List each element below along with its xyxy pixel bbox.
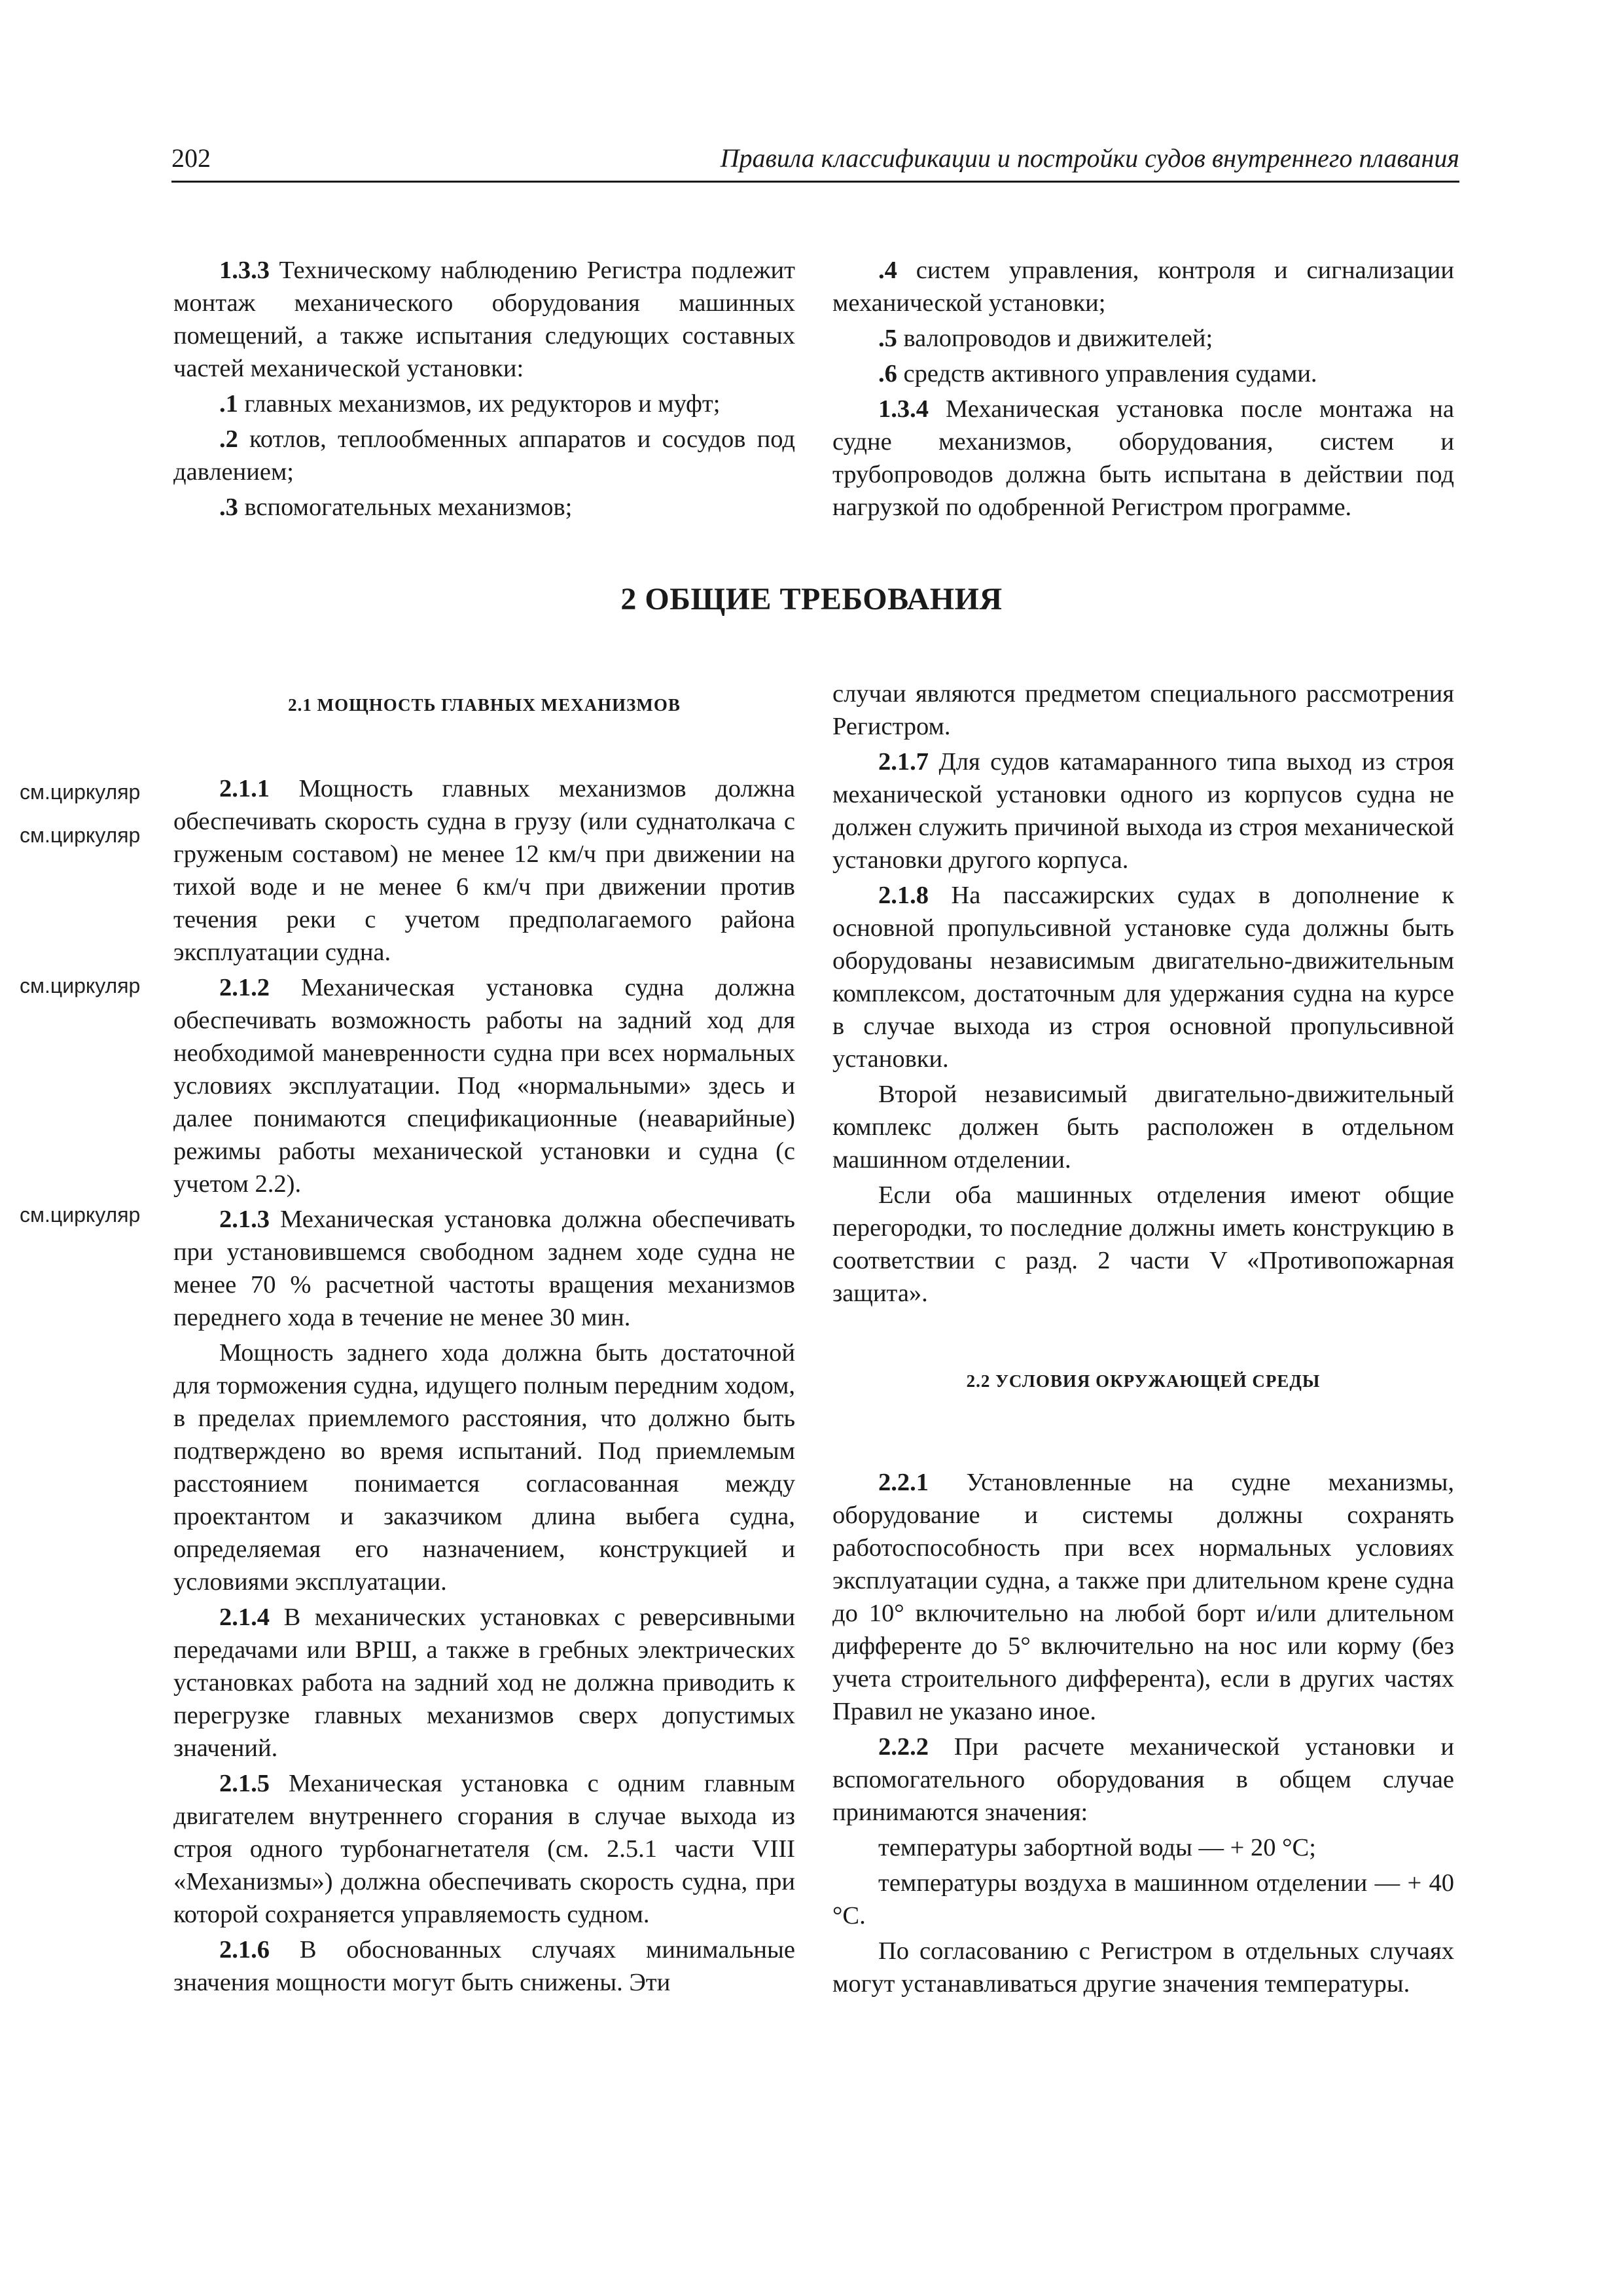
paragraph-2-1-4: 2.1.4 В механических установках с реверсивными передачами или ВРШ, а также в гребных электрических установках работа на задний ход не должна приводить к перегрузке главных механизмов сверх допустимых значений.: [173, 1604, 795, 1762]
list-item-2: .2 котлов, теплообменных аппаратов и сосудов под давлением;: [173, 425, 795, 486]
paragraph-2-1-7: 2.1.7 Для судов катамаранного типа выход из строя механической установки одного из корпусов судна не должен служить причиной выхода из строя механической установки другого корпуса.: [832, 748, 1454, 874]
page-number: 202: [171, 143, 211, 173]
running-title: Правила классификации и постройки судов внутреннего плавания: [720, 143, 1459, 173]
margin-note-circular[interactable]: см.циркуляр: [20, 780, 141, 804]
top-left-column: [173, 254, 795, 526]
temperature-air: температуры воздуха в машинном отделении — + 40 °C.: [832, 1869, 1454, 1929]
section-2-2-heading: 2.2 УСЛОВИЯ ОКРУЖАЮЩЕЙ СРЕДЫ: [966, 1371, 1321, 1391]
chapter-title: 2 ОБЩИЕ ТРЕБОВАНИЯ: [620, 582, 1003, 617]
margin-note-circular[interactable]: см.циркуляр: [20, 823, 141, 847]
margin-note-circular[interactable]: см.циркуляр: [20, 974, 141, 997]
list-item-5: .5 валопроводов и движителей;: [878, 325, 1213, 352]
paragraph-2-1-6-continued: случаи являются предметом специального рассмотрения Регистром.: [832, 680, 1454, 740]
paragraph-2-2-2: 2.2.2 При расчете механической установки и вспомогательного оборудования в общем случае принимаются значения:: [832, 1733, 1454, 1826]
paragraph-2-1-1: 2.1.1 Мощность главных механизмов должна обеспечивать скорость судна в грузу (или суднатолкача с груженым составом) не менее 12 км/ч при движении на тихой воде и не менее 6 км/ч при движении против течения реки с учетом предполагаемого района эксплуатации судна.: [173, 775, 795, 966]
paragraph-final: По согласованию с Регистром в отдельных случаях могут устанавливаться другие значения температуры.: [832, 1937, 1454, 1998]
paragraph-1-3-3: 1.3.3 Техническому наблюдению Регистра подлежит монтаж механического оборудования машинных помещений, а также испытания следующих составных частей механической установки:: [173, 257, 795, 382]
paragraph-2-1-8-second: Второй независимый двигательно-движительный комплекс должен быть расположен в отдельном машинном отделении.: [832, 1081, 1454, 1174]
page-header: [171, 139, 1459, 183]
margin-note-circular[interactable]: см.циркуляр: [20, 1203, 141, 1227]
paragraph-2-1-5: 2.1.5 Механическая установка с одним главным двигателем внутреннего сгорания в случае выхода из строя одного турбонагнетателя (см. 2.5.1 части VIII «Механизмы») должна обеспечивать скорость судна, при которой сохраняется управляемость судном.: [173, 1770, 795, 1928]
list-item-1: .1 главных механизмов, их редукторов и муфт;: [219, 390, 721, 418]
paragraph-2-2-1: 2.2.1 Установленные на судне механизмы, оборудование и системы должны сохранять работоспособность при всех нормальных условиях эксплуатации судна, а также при длительном крене судна до 10° включительно на любой борт и/или длительном дифференте до 5° включительно на нос или корму (без учета строительного дифферента), если в других частях Правил не указано иное.: [832, 1469, 1454, 1725]
paragraph-2-1-2: 2.1.2 Механическая установка судна должна обеспечивать возможность работы на задний ход для необходимой маневренности судна при всех нормальных условиях эксплуатации. Под «нормальными» здесь и далее понимаются спецификационные (неаварийные) режимы работы механической установки и судна (с учетом 2.2).: [173, 974, 795, 1198]
list-item-6: .6 средств активного управления судами.: [878, 360, 1317, 387]
temperature-water: температуры забортной воды — + 20 °C;: [878, 1834, 1316, 1861]
bottom-right-column: [832, 677, 1454, 1312]
paragraph-2-1-3-continued: Мощность заднего хода должна быть достаточной для торможения судна, идущего полным передним ходом, в пределах приемлемого расстояния, что должно быть подтверждено во время испытаний. Под приемлемым расстоянием понимается согласованная между проектантом и заказчиком длина выбега судна, определяемая его назначением, конструкцией и условиями эксплуатации.: [173, 1339, 795, 1596]
paragraph-2-1-6: 2.1.6 В обоснованных случаях минимальные значения мощности могут быть снижены. Эти: [173, 1936, 795, 1996]
list-item-3: .3 вспомогательных механизмов;: [219, 493, 573, 521]
paragraph-1-3-4: 1.3.4 Механическая установка после монтажа на судне механизмов, оборудования, систем и трубопроводов должна быть испытана в действии под нагрузкой по одобренной Регистром программе.: [832, 395, 1454, 521]
paragraph-2-1-8-third: Если оба машинных отделения имеют общие перегородки, то последние должны иметь конструкцию в соответствии с разд. 2 части V «Противопожарная защита».: [832, 1181, 1454, 1307]
bottom-left-column: [173, 772, 795, 1999]
paragraph-2-1-8: 2.1.8 На пассажирских судах в дополнение к основной пропульсивной установке суда должны быть оборудованы независимым двигательно-движительным комплексом, достаточным для удержания судна на курсе в случае выхода из строя основной пропульсивной установки.: [832, 882, 1454, 1073]
list-item-4: .4 систем управления, контроля и сигнализации механической установки;: [832, 257, 1454, 317]
paragraph-2-1-3: 2.1.3 Механическая установка должна обеспечивать при установившемся свободном заднем ходе судна не менее 70 % расчетной частоты вращения механизмов переднего хода в течение не менее 30 мин.: [173, 1206, 795, 1331]
section-2-1-heading: 2.1 МОЩНОСТЬ ГЛАВНЫХ МЕХАНИЗМОВ: [288, 695, 681, 715]
top-right-column: [832, 254, 1454, 526]
section-2-2-column: [832, 1466, 1454, 2003]
